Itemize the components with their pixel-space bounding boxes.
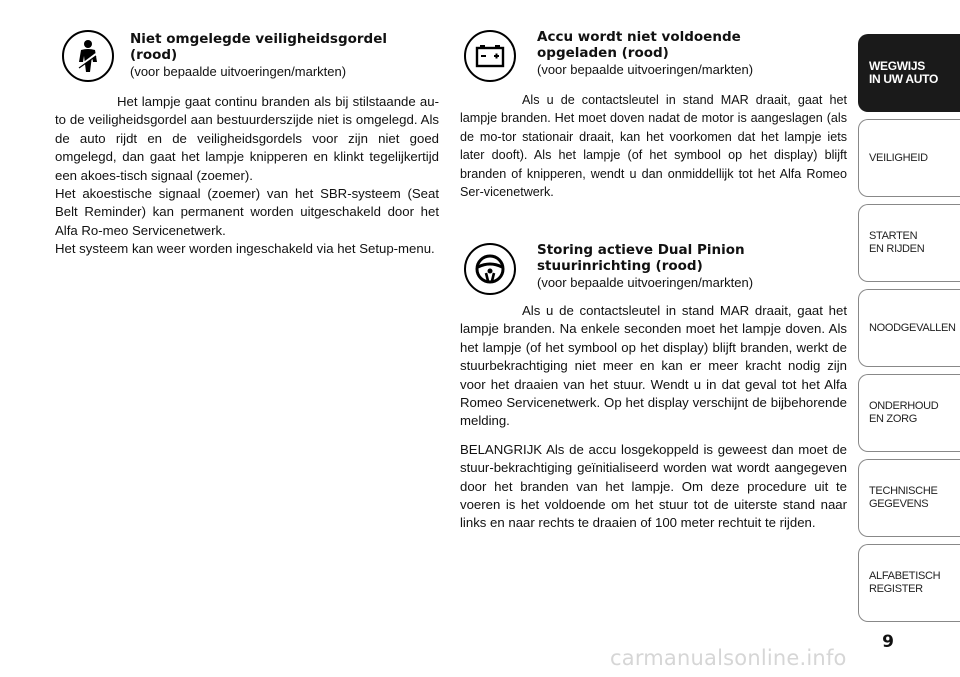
battery-heading — [537, 29, 837, 78]
steering-title-line2: stuurinrichting (rood) — [537, 258, 703, 274]
seatbelt-title-line1: Niet omgelegde veiligheidsgordel — [130, 31, 388, 47]
tab-noodgevallen[interactable] — [858, 289, 960, 367]
seatbelt-heading — [130, 31, 430, 80]
steering-warning-icon — [464, 243, 516, 295]
seatbelt-paragraph-2: Het akoestische signaal (zoemer) van het SBR-systeem (Seat Belt Reminder) kan permanent worden uitgeschakeld door het Alfa Ro-meo Servicenetwerk. — [55, 186, 439, 238]
steering-paragraph-1: Als u de contactsleutel in stand MAR draait, gaat het lampje branden. Na enkele seconden moet het lampje doven. Als het lampje (of het symbool op het display) blijft branden, werkt de stuurbekrachtiging niet meer en kan er meer kracht nodig zijn voor het draaien van het stuur. Wendt u in dat geval tot het Alfa Romeo Servicenetwerk. Op het display verschijnt de bijbehorende melding. — [460, 303, 847, 429]
chapter-tabs — [858, 0, 960, 640]
tab-starten[interactable] — [858, 204, 960, 282]
tab-label: NOODGEVALLEN — [869, 321, 956, 334]
steering-paragraph-2: BELANGRIJK Als de accu losgekoppeld is geweest dan moet de stuur-bekrachtiging geïnitialiseerd worden wat wordt aangegeven door het branden van het lampje. Om deze procedure uit te voeren is het voldoende om het stuur tot de uiterste stand naar links en naar rechts te draaien of 100 meter rechtuit te rijden. — [460, 441, 847, 531]
page-number: 9 — [882, 632, 894, 652]
tab-label: TECHNISCHE GEGEVENS — [869, 485, 938, 510]
steering-title-line1: Storing actieve Dual Pinion — [537, 242, 745, 258]
battery-paragraph-1: Als u de contactsleutel in stand MAR draait, gaat het lampje branden. Het moet doven nadat de motor is aangeslagen (als de mo-tor stationair draait, kan het voorkomen dat het lampje iets later dooft). Als het lampje (of het symbool op het display) blijft branden of knipperen, wendt u dan onmiddellijk tot het Alfa Romeo Ser-vicenetwerk. — [460, 93, 847, 200]
tab-label: WEGWIJS IN UW AUTO — [869, 59, 938, 86]
battery-body — [460, 91, 847, 201]
steering-body — [460, 302, 847, 533]
seatbelt-subtitle: (voor bepaalde uitvoeringen/markten) — [130, 64, 347, 79]
tab-wegwijs[interactable] — [858, 34, 960, 112]
tab-alfabetisch[interactable] — [858, 544, 960, 622]
tab-veiligheid[interactable] — [858, 119, 960, 197]
battery-title-line1: Accu wordt niet voldoende — [537, 29, 741, 45]
seatbelt-title-line2: (rood) — [130, 47, 178, 63]
battery-title-line2: opgeladen (rood) — [537, 45, 669, 61]
tab-label: ALFABETISCH REGISTER — [869, 570, 941, 595]
seatbelt-body — [55, 93, 439, 259]
tab-label: VEILIGHEID — [869, 151, 928, 164]
seatbelt-warning-icon — [62, 30, 114, 82]
battery-subtitle: (voor bepaalde uitvoeringen/markten) — [537, 62, 754, 77]
watermark: carmanualsonline.info — [610, 646, 847, 670]
tab-onderhoud[interactable] — [858, 374, 960, 452]
seatbelt-paragraph-3: Het systeem kan weer worden ingeschakeld via het Setup-menu. — [55, 241, 435, 257]
tab-label: STARTEN EN RIJDEN — [869, 230, 925, 255]
battery-warning-icon — [464, 30, 516, 82]
steering-heading — [537, 242, 837, 291]
tab-label: ONDERHOUD EN ZORG — [869, 400, 939, 425]
seatbelt-paragraph-1: Het lampje gaat continu branden als bij stilstaande au-to de veiligheidsgordel aan bestuurderszijde niet is omgelegd. Als de auto rijdt en de veiligheidsgordels voor zijn niet goed omgelegd, dan gaat het lampje knipperen en klinkt tegelijkertijd een akoes-tisch signaal (zoemer). — [55, 94, 439, 183]
steering-subtitle: (voor bepaalde uitvoeringen/markten) — [537, 275, 754, 290]
tab-technische[interactable] — [858, 459, 960, 537]
